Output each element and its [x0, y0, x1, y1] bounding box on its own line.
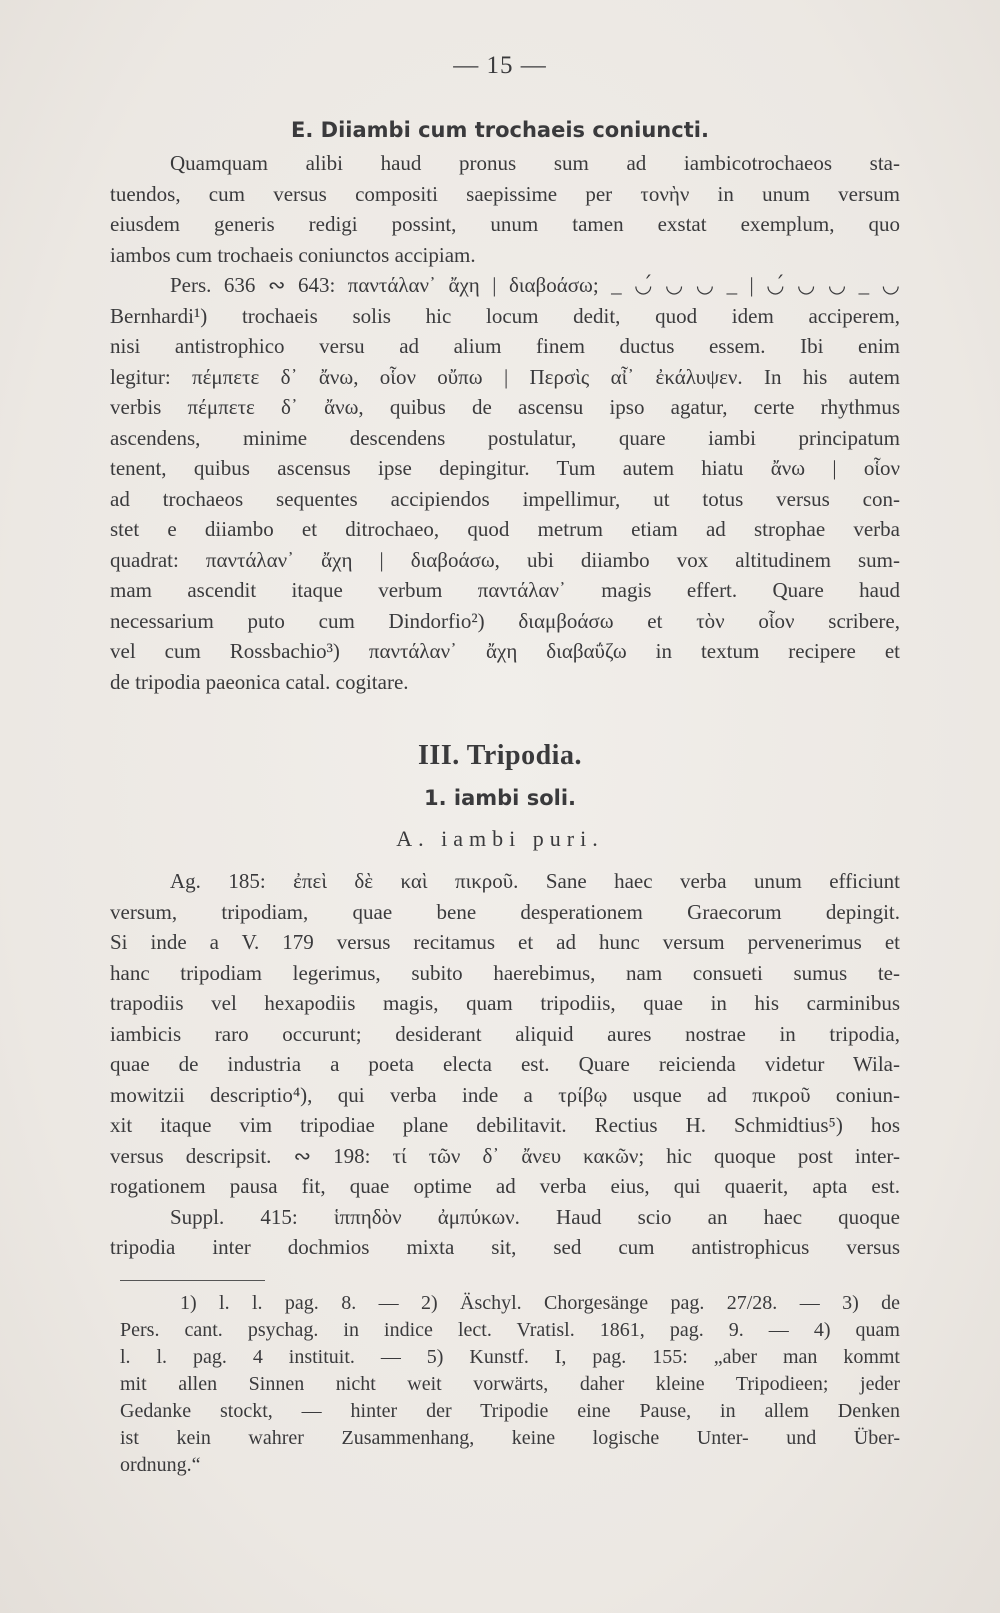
text-line: hanc tripodiam legerimus, subito haerebimus, nam consueti sumus te-: [110, 960, 900, 985]
footnotes: [120, 1290, 900, 1479]
text-line: tuendos, cum versus compositi saepissime per τονὴν in unum versum: [110, 181, 900, 206]
text-line: Ag. 185: ἐπεὶ δὲ καὶ πικροῦ. Sane haec verba unum efficiunt: [170, 869, 900, 893]
footnote-line: ist kein wahrer Zusammenhang, keine logische Unter- und Über-: [120, 1427, 900, 1449]
text-line: ad trochaeos sequentes accipiendos impellimur, ut totus versus con-: [110, 486, 900, 511]
footnote-line: Gedanke stockt, — hinter der Tripodie eine Pause, in allem Denken: [120, 1400, 900, 1422]
text-line: quae de industria a poeta electa est. Quare reicienda videtur Wila-: [110, 1052, 900, 1076]
text-line: versum, tripodiam, quae bene desperationem Graecorum depingit.: [110, 899, 900, 924]
footnote-divider: [120, 1280, 265, 1281]
section-iii-heading: III. Tripodia.: [418, 740, 582, 771]
page-number: — 15 —: [453, 52, 547, 79]
text-line: iambicis raro occurunt; desiderant aliquid aures nostrae in tripodia,: [110, 1021, 900, 1046]
section-e-body: [110, 148, 900, 697]
text-line: Si inde a V. 179 versus recitamus et ad hunc versum pervenerimus et: [110, 930, 900, 954]
footnote-line: ordnung.“: [120, 1454, 201, 1476]
text-line: Bernhardi¹) trochaeis solis hic locum dedit, quod idem acciperem,: [110, 303, 900, 328]
footnote-line: Pers. cant. psychag. in indice lect. Vratisl. 1861, pag. 9. — 4) quam: [120, 1319, 900, 1341]
section-iii-subheading: 1. iambi soli.: [424, 786, 576, 810]
text-line: trapodiis vel hexapodiis magis, quam tripodiis, quae in his carminibus: [110, 991, 900, 1015]
section-iii-subsubheading: A. iambi puri.: [396, 826, 604, 851]
text-line: legitur: πέμπετε δ᾽ ἄνω, οἷον οὔπω | Περσὶς αἶ᾽ ἐκάλυψεν. In his autem: [110, 364, 900, 389]
text-line: rogationem pausa fit, quae optime ad verba eius, qui quaerit, apta est.: [110, 1174, 900, 1198]
text-line: vel cum Rossbachio³) παντάλαν᾽ ἄχη διαβαΰζω in textum recipere et: [110, 639, 900, 663]
section-e-heading: E. Diiambi cum trochaeis coniuncti.: [291, 118, 709, 142]
text-line: de tripodia paeonica catal. cogitare.: [110, 669, 409, 694]
text-line: verbis πέμπετε δ᾽ ἄνω, quibus de ascensu ipso agatur, certe rhythmus: [110, 395, 900, 419]
text-line: Suppl. 415: ἱππηδὸν ἀμπύκων. Haud scio an haec quoque: [170, 1204, 900, 1229]
text-line: iambos cum trochaeis coniunctos accipiam.: [110, 242, 476, 267]
text-line: tripodia inter dochmios mixta sit, sed cum antistrophicus versus: [110, 1235, 900, 1259]
footnote-line: mit allen Sinnen nicht weit vorwärts, daher kleine Tripodieen; jeder: [120, 1373, 900, 1395]
text-line: ascendens, minime descendens postulatur, quare iambi principatum: [110, 425, 900, 450]
text-line: versus descripsit. ∾ 198: τί τῶν δ᾽ ἄνευ κακῶν; hic quoque post inter-: [110, 1143, 900, 1168]
footnote-line: l. l. pag. 4 instituit. — 5) Kunstf. I, pag. 155: „aber man kommt: [120, 1346, 900, 1368]
text-line: tenent, quibus ascensus ipse depingitur. Tum autem hiatu ἄνω | οἷον: [110, 456, 900, 480]
text-line: Pers. 636 ∾ 643: παντάλαν᾽ ἄχη | διαβοάσω; _ ◡́ ◡ ◡ _ | ◡́ ◡ ◡ _ ◡: [170, 273, 900, 297]
text-line: necessarium puto cum Dindorfio²) διαμβοάσω et τὸν οἷον scribere,: [110, 608, 900, 633]
text-line: mowitzii descriptio⁴), qui verba inde a τρίβῳ usque ad πικροῦ coniun-: [110, 1082, 900, 1107]
text-line: Quamquam alibi haud pronus sum ad iambicotrochaeos sta-: [170, 151, 900, 175]
text-line: nisi antistrophico versu ad alium finem ductus essem. Ibi enim: [110, 334, 900, 358]
footnote-line: 1) l. l. pag. 8. — 2) Äschyl. Chorgesänge pag. 27/28. — 3) de: [180, 1292, 900, 1314]
section-iii-body: [110, 866, 900, 1263]
text-line: mam ascendit itaque verbum παντάλαν᾽ magis effert. Quare haud: [110, 578, 900, 602]
text-line: eiusdem generis redigi possint, unum tamen exstat exemplum, quo: [110, 212, 900, 236]
text-line: quadrat: παντάλαν᾽ ἄχη | διαβοάσω, ubi diiambo vox altitudinem sum-: [110, 547, 900, 572]
text-line: xit itaque vim tripodiae plane debilitavit. Rectius H. Schmidtius⁵) hos: [110, 1113, 900, 1137]
text-line: stet e diiambo et ditrochaeo, quod metrum etiam ad strophae verba: [110, 517, 900, 541]
